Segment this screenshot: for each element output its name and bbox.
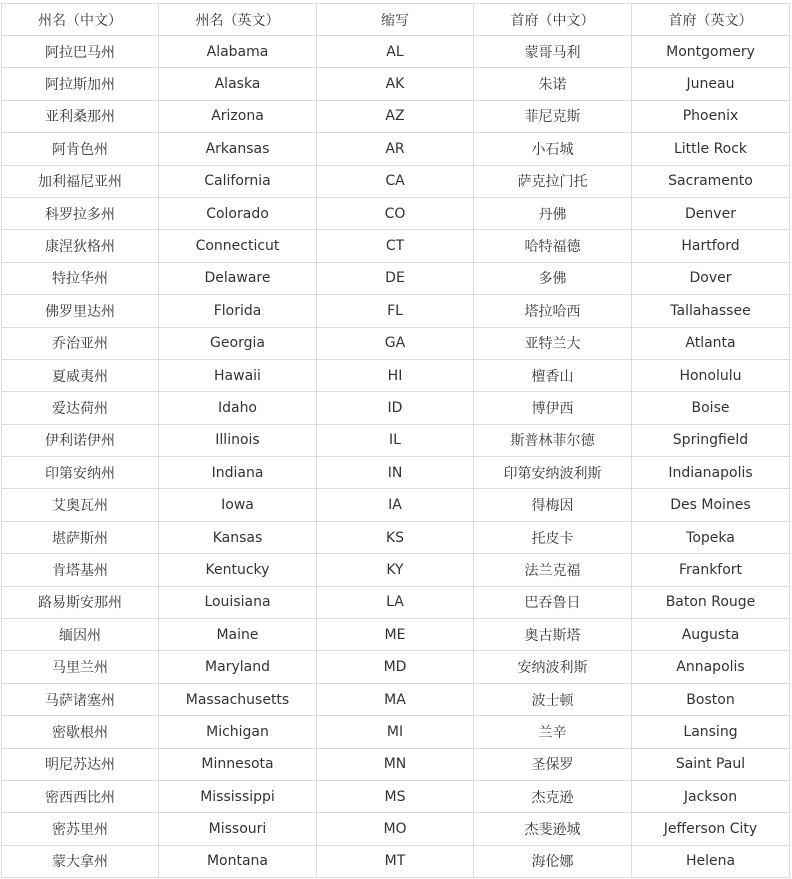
state-name-en-cell: Hawaii <box>159 359 317 391</box>
abbreviation-cell: ME <box>317 619 474 651</box>
table-row <box>2 295 790 327</box>
state-name-cn-cell: 特拉华州 <box>2 262 159 294</box>
abbreviation-cell: MD <box>317 651 474 683</box>
table-row <box>2 683 790 715</box>
state-name-cn-cell: 阿拉巴马州 <box>2 36 159 68</box>
state-name-cn-cell: 印第安纳州 <box>2 457 159 489</box>
state-name-cn-cell: 堪萨斯州 <box>2 521 159 553</box>
table-row <box>2 100 790 132</box>
capital-en-cell: Boston <box>632 683 790 715</box>
state-name-cn-cell: 缅因州 <box>2 619 159 651</box>
table-row <box>2 36 790 68</box>
capital-en-cell: Phoenix <box>632 100 790 132</box>
capital-cn-cell: 安纳波利斯 <box>474 651 632 683</box>
table-row <box>2 392 790 424</box>
capital-en-cell: Jefferson City <box>632 813 790 845</box>
state-name-en-cell: Missouri <box>159 813 317 845</box>
capital-en-cell: Montgomery <box>632 36 790 68</box>
state-name-cn-cell: 亚利桑那州 <box>2 100 159 132</box>
abbreviation-cell: FL <box>317 295 474 327</box>
table-row <box>2 197 790 229</box>
capital-en-cell: Frankfort <box>632 554 790 586</box>
table-row <box>2 68 790 100</box>
table-row <box>2 327 790 359</box>
capital-cn-cell: 托皮卡 <box>474 521 632 553</box>
abbreviation-cell: MN <box>317 748 474 780</box>
table-row <box>2 845 790 877</box>
table-row <box>2 554 790 586</box>
state-name-en-cell: Massachusetts <box>159 683 317 715</box>
capital-cn-cell: 兰辛 <box>474 716 632 748</box>
abbreviation-cell: MS <box>317 780 474 812</box>
state-name-en-cell: Illinois <box>159 424 317 456</box>
capital-cn-cell: 斯普林菲尔德 <box>474 424 632 456</box>
capital-cn-cell: 小石城 <box>474 133 632 165</box>
state-name-cn-cell: 密西西比州 <box>2 780 159 812</box>
state-name-en-cell: Iowa <box>159 489 317 521</box>
state-name-cn-cell: 密苏里州 <box>2 813 159 845</box>
capital-cn-cell: 亚特兰大 <box>474 327 632 359</box>
state-name-cn-cell: 佛罗里达州 <box>2 295 159 327</box>
abbreviation-cell: CT <box>317 230 474 262</box>
capital-cn-cell: 杰克逊 <box>474 780 632 812</box>
capital-cn-cell: 朱诺 <box>474 68 632 100</box>
table-row <box>2 230 790 262</box>
state-name-cn-cell: 艾奥瓦州 <box>2 489 159 521</box>
state-name-en-cell: Alabama <box>159 36 317 68</box>
state-name-en-cell: Idaho <box>159 392 317 424</box>
table-row <box>2 424 790 456</box>
capital-en-cell: Sacramento <box>632 165 790 197</box>
state-name-cn-cell: 肯塔基州 <box>2 554 159 586</box>
table-row <box>2 748 790 780</box>
state-name-en-cell: Montana <box>159 845 317 877</box>
header-state-name-en: 州名（英文） <box>159 4 317 36</box>
capital-cn-cell: 海伦娜 <box>474 845 632 877</box>
state-name-cn-cell: 伊利诺伊州 <box>2 424 159 456</box>
table-row <box>2 586 790 618</box>
state-name-cn-cell: 阿拉斯加州 <box>2 68 159 100</box>
state-name-cn-cell: 夏威夷州 <box>2 359 159 391</box>
header-state-name-cn: 州名（中文） <box>2 4 159 36</box>
capital-cn-cell: 哈特福德 <box>474 230 632 262</box>
table-row <box>2 133 790 165</box>
capital-en-cell: Springfield <box>632 424 790 456</box>
capital-en-cell: Tallahassee <box>632 295 790 327</box>
state-name-en-cell: Mississippi <box>159 780 317 812</box>
state-name-cn-cell: 马萨诸塞州 <box>2 683 159 715</box>
capital-en-cell: Indianapolis <box>632 457 790 489</box>
state-name-en-cell: Arkansas <box>159 133 317 165</box>
table-row <box>2 457 790 489</box>
abbreviation-cell: CO <box>317 197 474 229</box>
capital-cn-cell: 博伊西 <box>474 392 632 424</box>
capital-cn-cell: 塔拉哈西 <box>474 295 632 327</box>
capital-cn-cell: 萨克拉门托 <box>474 165 632 197</box>
capital-cn-cell: 印第安纳波利斯 <box>474 457 632 489</box>
abbreviation-cell: AL <box>317 36 474 68</box>
capital-cn-cell: 杰斐逊城 <box>474 813 632 845</box>
table-row <box>2 262 790 294</box>
state-name-cn-cell: 阿肯色州 <box>2 133 159 165</box>
state-name-cn-cell: 爱达荷州 <box>2 392 159 424</box>
state-name-cn-cell: 明尼苏达州 <box>2 748 159 780</box>
abbreviation-cell: IN <box>317 457 474 489</box>
header-abbreviation: 缩写 <box>317 4 474 36</box>
abbreviation-cell: IA <box>317 489 474 521</box>
table-row <box>2 165 790 197</box>
state-name-en-cell: Minnesota <box>159 748 317 780</box>
abbreviation-cell: KY <box>317 554 474 586</box>
table-header <box>2 4 790 36</box>
capital-en-cell: Baton Rouge <box>632 586 790 618</box>
table-row <box>2 619 790 651</box>
state-name-en-cell: Florida <box>159 295 317 327</box>
state-name-cn-cell: 乔治亚州 <box>2 327 159 359</box>
abbreviation-cell: AZ <box>317 100 474 132</box>
state-name-en-cell: Arizona <box>159 100 317 132</box>
state-name-en-cell: Maryland <box>159 651 317 683</box>
capital-en-cell: Lansing <box>632 716 790 748</box>
abbreviation-cell: KS <box>317 521 474 553</box>
state-name-cn-cell: 马里兰州 <box>2 651 159 683</box>
capital-cn-cell: 奥古斯塔 <box>474 619 632 651</box>
state-name-en-cell: Louisiana <box>159 586 317 618</box>
state-name-cn-cell: 蒙大拿州 <box>2 845 159 877</box>
table-row <box>2 813 790 845</box>
state-name-en-cell: Kansas <box>159 521 317 553</box>
table-row <box>2 521 790 553</box>
capital-en-cell: Dover <box>632 262 790 294</box>
state-name-en-cell: Indiana <box>159 457 317 489</box>
abbreviation-cell: LA <box>317 586 474 618</box>
capital-cn-cell: 巴吞鲁日 <box>474 586 632 618</box>
abbreviation-cell: MA <box>317 683 474 715</box>
capital-cn-cell: 圣保罗 <box>474 748 632 780</box>
capital-cn-cell: 多佛 <box>474 262 632 294</box>
capital-cn-cell: 蒙哥马利 <box>474 36 632 68</box>
capital-en-cell: Boise <box>632 392 790 424</box>
states-table <box>1 3 790 878</box>
state-name-cn-cell: 密歇根州 <box>2 716 159 748</box>
capital-cn-cell: 得梅因 <box>474 489 632 521</box>
abbreviation-cell: ID <box>317 392 474 424</box>
table-body <box>2 36 790 878</box>
state-name-cn-cell: 科罗拉多州 <box>2 197 159 229</box>
table-row <box>2 716 790 748</box>
abbreviation-cell: GA <box>317 327 474 359</box>
capital-en-cell: Juneau <box>632 68 790 100</box>
state-name-en-cell: Colorado <box>159 197 317 229</box>
state-name-cn-cell: 康涅狄格州 <box>2 230 159 262</box>
abbreviation-cell: AK <box>317 68 474 100</box>
state-name-en-cell: Delaware <box>159 262 317 294</box>
capital-en-cell: Little Rock <box>632 133 790 165</box>
capital-cn-cell: 丹佛 <box>474 197 632 229</box>
abbreviation-cell: CA <box>317 165 474 197</box>
capital-en-cell: Augusta <box>632 619 790 651</box>
capital-en-cell: Annapolis <box>632 651 790 683</box>
state-name-en-cell: Alaska <box>159 68 317 100</box>
abbreviation-cell: MT <box>317 845 474 877</box>
state-name-en-cell: California <box>159 165 317 197</box>
capital-en-cell: Helena <box>632 845 790 877</box>
state-name-en-cell: Michigan <box>159 716 317 748</box>
capital-en-cell: Denver <box>632 197 790 229</box>
capital-en-cell: Atlanta <box>632 327 790 359</box>
capital-cn-cell: 檀香山 <box>474 359 632 391</box>
capital-en-cell: Honolulu <box>632 359 790 391</box>
capital-en-cell: Des Moines <box>632 489 790 521</box>
state-name-en-cell: Connecticut <box>159 230 317 262</box>
abbreviation-cell: MO <box>317 813 474 845</box>
table-row <box>2 780 790 812</box>
capital-en-cell: Saint Paul <box>632 748 790 780</box>
capital-en-cell: Jackson <box>632 780 790 812</box>
capital-cn-cell: 菲尼克斯 <box>474 100 632 132</box>
header-row <box>2 4 790 36</box>
abbreviation-cell: AR <box>317 133 474 165</box>
capital-en-cell: Topeka <box>632 521 790 553</box>
header-capital-en: 首府（英文） <box>632 4 790 36</box>
table-row <box>2 359 790 391</box>
header-capital-cn: 首府（中文） <box>474 4 632 36</box>
abbreviation-cell: HI <box>317 359 474 391</box>
abbreviation-cell: MI <box>317 716 474 748</box>
table-row <box>2 651 790 683</box>
state-name-cn-cell: 加利福尼亚州 <box>2 165 159 197</box>
table-row <box>2 489 790 521</box>
capital-cn-cell: 法兰克福 <box>474 554 632 586</box>
capital-en-cell: Hartford <box>632 230 790 262</box>
abbreviation-cell: DE <box>317 262 474 294</box>
state-name-en-cell: Maine <box>159 619 317 651</box>
abbreviation-cell: IL <box>317 424 474 456</box>
state-name-cn-cell: 路易斯安那州 <box>2 586 159 618</box>
state-name-en-cell: Kentucky <box>159 554 317 586</box>
capital-cn-cell: 波士顿 <box>474 683 632 715</box>
state-name-en-cell: Georgia <box>159 327 317 359</box>
